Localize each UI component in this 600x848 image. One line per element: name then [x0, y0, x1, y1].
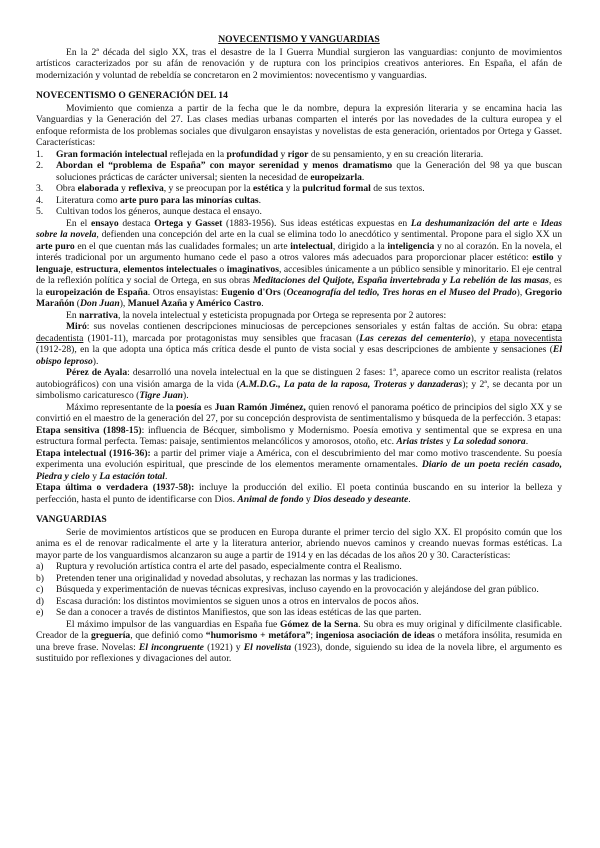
novecentismo-intro: Movimiento que comienza a partir de la fecha que le da nombre, depura la expresión literaria y se encamina hacia las Vanguardias y la Generación del 27. Las clases medias urbanas comparten el interés por las novedades de la cultura europea y el enfoque reformista de los problemas sociales que divulgaron ensayistas y novelistas de esta generación, orientados por Ortega y Gasset. Características:: [36, 102, 562, 148]
list-item: d) Escasa duración: los distintos movimientos se siguen unos a otros en intervalos de pocos años.: [36, 595, 419, 607]
poesia-paragraph: Máximo representante de la poesía es Juan Ramón Jiménez, quien renovó el panorama poético de principios del siglo XX y se convirtió en el maestro de la generación del 27, por su concepción desprovista de sentimentalismo y búsqueda de la perfección. 3 etapas:: [36, 401, 563, 424]
miro-paragraph: Miró: sus novelas contienen descripciones minuciosas de percepciones sensoriales y están faltas de acción. Su obra: etapa decadentista (1901-11), marcada por protagonistas muy sensibles que fracasan (Las cerezas del cementerio), y etapa novecentista (1912-28), en la que adopta una óptica más crítica desde el punto de vista social y esas descripciones de ambiente y sensaciones (El obispo leproso).: [36, 321, 562, 367]
list-item: 3. Obra elaborada y reflexiva, y se preocupan por la estética y la pulcritud formal de sus textos.: [36, 183, 425, 194]
section-heading-vanguardias: VANGUARDIAS: [36, 514, 107, 525]
vanguardias-characteristics: [36, 561, 562, 619]
vanguardias-intro: Serie de movimientos artísticos que se producen en Europa durante el primer tercio del siglo XX. El propósito común que los anima es el de renovar radicalmente el arte y la literatura anterior, abriendo nuevos caminos y creando nuevas formas estéticas. La mayor parte de los vanguardismos alcanzaron su auge a partir de 1914 y en las décadas de los años 20 y 30. Características:: [36, 526, 562, 561]
perez-ayala-paragraph: Pérez de Ayala: desarrolló una novela intelectual en la que se distinguen 2 fases: 1ª, aparece como un escritor realista (relatos autobiográficos) con una visión amarga de la vida (A.M.D.G., La pata de la raposa, Troteras y danzaderas); y 2ª, se decanta por un simbolismo caricaturesco (Tigre Juan).: [36, 367, 562, 401]
etapa-intelectual-paragraph: Etapa intelectual (1916-36): a partir del primer viaje a América, con el descubrimiento del mar como motivo trascendente. Su poesía experimenta una evolución espiritual, que prescinde de los elementos meramente ornamentales. Diario de un poeta recién casado, Piedra y cielo y La estación total.: [36, 447, 562, 482]
list-item: a) Ruptura y revolución artística contra el arte del pasado, especialmente contra el Realismo.: [36, 561, 402, 572]
list-item: 4. Literatura como arte puro para las minorías cultas.: [36, 194, 262, 206]
list-item: 5. Cultivan todos los géneros, aunque destaca el ensayo.: [36, 206, 262, 217]
document-title: NOVECENTISMO Y VANGUARDIAS: [218, 34, 380, 45]
list-item: b) Pretenden tener una originalidad y novedad absolutas, y rechazan las normas y las tradiciones.: [36, 572, 419, 584]
list-item: e) Se dan a conocer a través de distintos Manifiestos, que son las ideas estéticas de las que parten.: [36, 607, 422, 618]
list-item: 2. Abordan el “problema de España” con mayor serenidad y menos dramatismo que la Generación del 98 ya que buscan soluciones prácticas de carácter universal; sienten la necesidad de europeizarla.: [36, 160, 562, 183]
novecentismo-characteristics: [36, 149, 562, 218]
list-item: 1. Gran formación intelectual reflejada en la profundidad y rigor de su pensamiento, y en su creación literaria.: [36, 148, 484, 160]
narrativa-paragraph: En narrativa, la novela intelectual y esteticista propugnada por Ortega se representa por 2 autores:: [66, 309, 447, 321]
section-heading-novecentismo: NOVECENTISMO O GENERACIÓN DEL 14: [36, 90, 228, 101]
ensayo-paragraph: En el ensayo destaca Ortega y Gasset (1883-1956). Sus ideas estéticas expuestas en La deshumanización del arte e Ideas sobre la novela, defienden una concepción del arte en la cual se elimina todo lo anecdótico y sentimental. Propone para el siglo XX un arte puro en el que cuentan más las cualidades formales; un arte intelectual, dirigido a la inteligencia y no al corazón. En la novela, el interés tradicional por un argumento humano cede el paso a otros valores más adecuados para proporcionar placer estético: estilo y lenguaje, estructura, elementos intelectuales o imaginativos, accesibles únicamente a un público sensible y minoritario. El eje central de la reflexión política y social de Ortega, en sus obras Meditaciones del Quijote, España invertebrada y La rebelión de las masas, es la europeización de España. Otros ensayistas: Eugenio d'Ors (Oceanografía del tedio, Tres horas en el Museo del Prado), Gregorio Marañón (Don Juan), Manuel Azaña y Américo Castro.: [36, 217, 563, 309]
etapa-sensitiva-paragraph: Etapa sensitiva (1898-15): influencia de Bécquer, simbolismo y Modernismo. Poesía emotiva y sentimental que se expresa en una estructura formal perfecta. Temas: paisaje, sentimientos melancólicos y amorosos, otoño, etc. Arias tristes y La soledad sonora.: [36, 424, 562, 447]
list-item: c) Búsqueda y experimentación de nuevas técnicas expresivas, incluso cayendo en la provocación y alejándose del gran público.: [36, 584, 539, 595]
gomez-serna-paragraph: El máximo impulsor de las vanguardias en España fue Gómez de la Serna. Su obra es muy original y difícilmente clasificable. Creador de la greguería, que definió como “humorismo + metáfora”; ingeniosa asociación de ideas o metáfora insólita, resumida en una breve frase. Novelas: El incongruente (1921) y El novelista (1923), donde, siguiendo su idea de la novela libre, el argumento es sustituido por reflexiones y divagaciones del autor.: [36, 618, 562, 664]
etapa-ultima-paragraph: Etapa última o verdadera (1937-58): incluye la producción del exilio. El poeta continúa buscando en su interior la belleza y perfección, hasta el punto de identificarse con Dios. Animal de fondo y Dios deseado y deseante.: [36, 482, 562, 505]
intro-paragraph: En la 2ª década del siglo XX, tras el desastre de la I Guerra Mundial surgieron las vanguardias: conjunto de movimientos artísticos caracterizados por su afán de renovación y de ruptura con los principios creativos anteriores. En España, el afán de modernización y voluntad de rebeldía se concretaron en 2 movimientos: novecentismo y vanguardias.: [36, 46, 562, 81]
